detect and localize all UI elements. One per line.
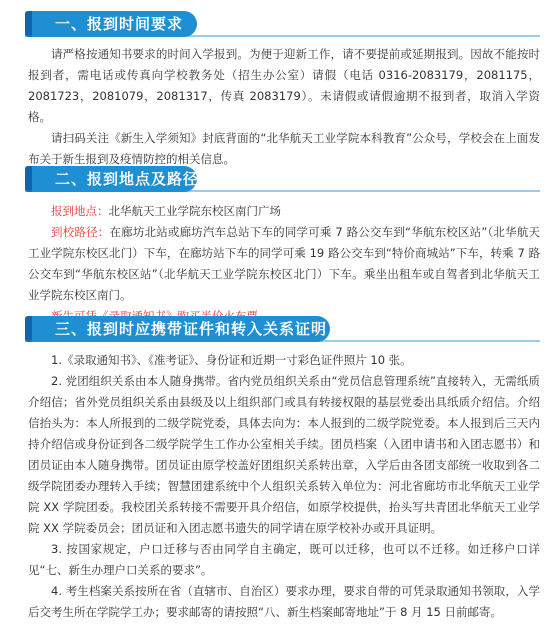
section-body-time xyxy=(28,44,540,170)
section-divider xyxy=(25,190,540,192)
section-title: 一、报到时间要求 xyxy=(55,15,184,33)
location-line xyxy=(28,201,540,222)
section-divider xyxy=(25,35,540,37)
location-value: 北华航天工业学院东校区南门广场 xyxy=(108,204,281,218)
route-label: 到校路径： xyxy=(51,225,110,239)
section-title: 三、报到时应携带证件和转入关系证明 xyxy=(55,320,328,338)
paragraph: 4. 考生档案关系按所在省（直辖市、自治区）要求办理，要求自带的可凭录取通知书领取，入学后交考生所在学院学工办；要求邮寄的请按照“八、新生档案邮寄地址”于 8 月 15 日前邮寄。 xyxy=(28,584,540,619)
paragraph: 2. 党团组织关系由本人随身携带。省内党员组织关系由“党员信息管理系统”直接转入，无需纸质介绍信；省外党员组织关系由县级及以上组织部门或具有转接权限的基层党委出具纸质介绍信。介绍信抬头为：本人所报到的二级学院党委，具体去向为：本人报到的二级学院党委。本人报到后三天内持介绍信或身份证到各二级学院学生工作办公室相关手续。团员档案（入团申请书和入团志愿书）和团员证由本人随身携带。团员证由原学校盖好团组织关系转出章，入学后由各团支部统一收取到各二级学院团委办理转入手续；智慧团建系统中个人组织关系转入单位为：河北省廊坊市北华航天工业学院 XX 学院团委。我校团关系转接不需要开具介绍信，如原学校提供，抬头写共青团北华航天工业学院 XX 学院委员会；团员证和入团志愿书遗失的同学请在原学校补办或开具证明。 xyxy=(28,374,540,535)
section-divider xyxy=(25,340,540,342)
route-line xyxy=(28,222,540,306)
paragraph: 请扫码关注《新生入学须知》封底背面的“北华航天工业学院本科教育”公众号，学校会在上面发布关于新生报到及疫情防控的相关信息。 xyxy=(28,131,540,166)
paragraph: 1.《录取通知书》、《准考证》、身份证和近期一寸彩色证件照片 10 张。 xyxy=(51,353,412,367)
location-label: 报到地点： xyxy=(51,204,109,218)
section-body-location xyxy=(28,201,540,327)
section-title: 二、报到地点及路径 xyxy=(55,170,200,188)
section-body-documents xyxy=(28,350,540,623)
paragraph: 3. 按国家规定，户口迁移与否由同学自主确定，既可以迁移，也可以不迁移。如迁移户口详见“七、新生办理户口关系的要求”。 xyxy=(28,542,540,577)
route-value: 在廊坊北站或廊坊汽车总站下车的同学可乘 7 路公交车到“华航东校区站”（北华航天工业学院东校区北门）下车，在廊坊站下车的同学可乘 19 路公交车到“特价商城站”下车，转乘 7 路公交车到“华航东校区站”（北华航天工业学院东校区北门）下车。乘坐出租车或自驾者到北华航天工业学院东校区南门。 xyxy=(28,225,541,302)
paragraph: 请严格按通知书要求的时间入学报到。为便于迎新工作，请不要提前或延期报到。因故不能按时报到者，需电话或传真向学校教务处（招生办公室）请假（电话 0316-2083179，2081175，2081723，2081079，2081317，传真 2083179）。未请假或请假逾期不报到者，取消入学资格。 xyxy=(28,47,540,124)
